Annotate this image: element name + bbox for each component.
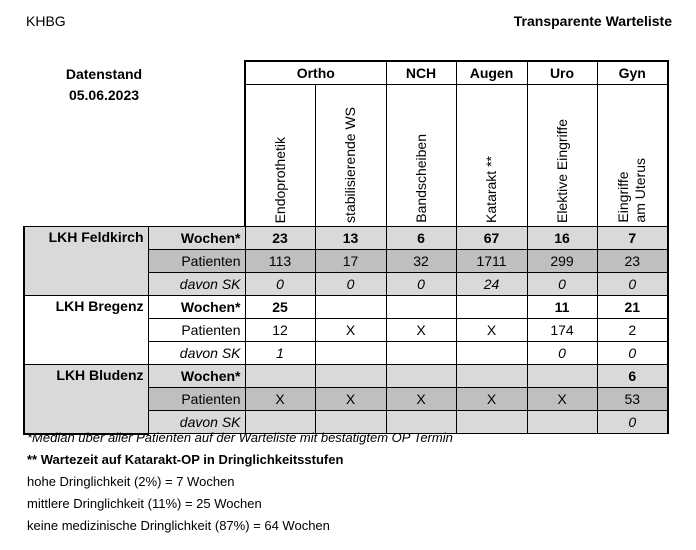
column-header-stabilisierende-ws: stabilisierende WS	[315, 85, 386, 227]
footnotes	[27, 427, 453, 537]
group-header-ortho: Ortho	[245, 61, 386, 85]
column-header-katarakt: Katarakt **	[456, 85, 527, 227]
table-cell	[527, 411, 597, 434]
table-cell	[315, 296, 386, 319]
document-title: Transparente Warteliste	[513, 13, 672, 29]
table-cell: 24	[456, 273, 527, 296]
table-cell	[386, 296, 456, 319]
table-cell: X	[456, 319, 527, 342]
table-cell: 6	[386, 227, 456, 250]
organization-label: KHBG	[26, 13, 66, 29]
table-cell	[456, 365, 527, 388]
table-cell	[245, 365, 315, 388]
row-label-davon-sk: davon SK	[148, 342, 245, 365]
table-cell: 32	[386, 250, 456, 273]
table-cell: 0	[386, 273, 456, 296]
row-label-wochen: Wochen*	[148, 365, 245, 388]
data-status-date: 05.06.2023	[68, 87, 140, 103]
table-cell	[386, 365, 456, 388]
table-cell: 67	[456, 227, 527, 250]
table-cell: 0	[597, 342, 668, 365]
table-cell: 2	[597, 319, 668, 342]
footnote-katarakt: ** Wartezeit auf Katarakt-OP in Dringlichkeitsstufen	[27, 452, 344, 467]
table-row	[24, 296, 668, 319]
table-cell: 21	[597, 296, 668, 319]
table-cell	[315, 342, 386, 365]
hospital-name-feldkirch: LKH Feldkirch	[24, 227, 148, 296]
row-label-wochen: Wochen*	[148, 227, 245, 250]
table-cell: 16	[527, 227, 597, 250]
table-row	[24, 365, 668, 388]
table-cell	[456, 342, 527, 365]
table-cell: 1	[245, 342, 315, 365]
table-cell: 174	[527, 319, 597, 342]
table-cell: 0	[597, 273, 668, 296]
table-cell: 113	[245, 250, 315, 273]
column-header-eingriffe-uterus: Eingriffe am Uterus	[597, 85, 668, 227]
table-cell: X	[527, 388, 597, 411]
table-cell: 23	[597, 250, 668, 273]
table-cell: X	[245, 388, 315, 411]
footnote-high-urgency: hohe Dringlichkeit (2%) = 7 Wochen	[27, 474, 235, 489]
table-cell: 0	[527, 273, 597, 296]
group-header-nch: NCH	[386, 61, 456, 85]
waiting-list-table	[23, 60, 669, 435]
table-cell: 6	[597, 365, 668, 388]
table-cell: 0	[245, 273, 315, 296]
column-header-elektive-eingriffe: Elektive Eingriffe	[527, 85, 597, 227]
table-cell: 1711	[456, 250, 527, 273]
row-label-davon-sk: davon SK	[148, 273, 245, 296]
table-cell: 0	[597, 411, 668, 434]
footnote-medium-urgency: mittlere Dringlichkeit (11%) = 25 Wochen	[27, 496, 262, 511]
table-cell	[527, 365, 597, 388]
row-label-patienten: Patienten	[148, 388, 245, 411]
table-cell: 13	[315, 227, 386, 250]
column-header-endoprothetik: Endoprothetik	[245, 85, 315, 227]
table-cell: 0	[527, 342, 597, 365]
row-label-davon-sk: davon SK	[148, 411, 245, 434]
table-cell: X	[315, 319, 386, 342]
table-cell: X	[456, 388, 527, 411]
table-cell: 11	[527, 296, 597, 319]
table-cell: X	[386, 319, 456, 342]
group-header-uro: Uro	[527, 61, 597, 85]
group-header-augen: Augen	[456, 61, 527, 85]
table-cell: 7	[597, 227, 668, 250]
table-cell	[456, 296, 527, 319]
table-cell	[456, 411, 527, 434]
row-label-wochen: Wochen*	[148, 296, 245, 319]
row-label-patienten: Patienten	[148, 250, 245, 273]
group-header-gyn: Gyn	[597, 61, 668, 85]
table-cell	[386, 342, 456, 365]
column-header-bandscheiben: Bandscheiben	[386, 85, 456, 227]
table-cell: 299	[527, 250, 597, 273]
table-cell: X	[315, 388, 386, 411]
row-label-patienten: Patienten	[148, 319, 245, 342]
table-cell: 23	[245, 227, 315, 250]
hospital-name-bludenz: LKH Bludenz	[24, 365, 148, 434]
data-status-label: Datenstand	[65, 66, 143, 82]
table-cell: 12	[245, 319, 315, 342]
table-cell: X	[386, 388, 456, 411]
hospital-name-bregenz: LKH Bregenz	[24, 296, 148, 365]
table-cell: 53	[597, 388, 668, 411]
footnote-no-urgency: keine medizinische Dringlichkeit (87%) = 64 Wochen	[27, 518, 330, 533]
footnote-median: *Median über aller Patienten auf der Warteliste mit bestätigtem OP Termin	[27, 430, 453, 445]
table-cell: 17	[315, 250, 386, 273]
table-cell	[315, 365, 386, 388]
table-cell: 0	[315, 273, 386, 296]
table-row	[24, 227, 668, 250]
table-cell: 25	[245, 296, 315, 319]
